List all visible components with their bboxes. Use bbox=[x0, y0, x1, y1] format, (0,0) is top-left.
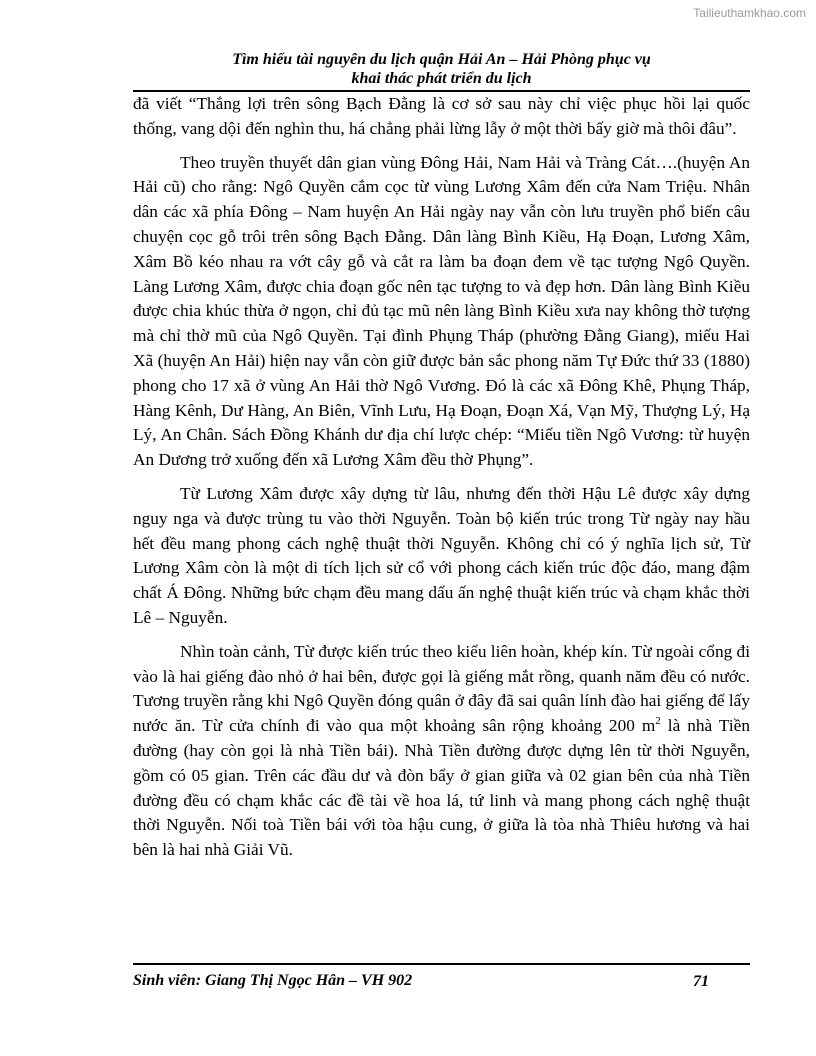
paragraph-2: Theo truyền thuyết dân gian vùng Đông Hải, Nam Hải và Tràng Cát….(huyện An Hải cũ) cho rằng: Ngô Quyền cắm cọc từ vùng Lương Xâm đến cửa Nam Triệu. Nhân dân các xã phía Đông – Nam huyện An Hải ngày nay vẫn còn lưu truyền phổ biến câu chuyện cọc gỗ trôi trên sông Bạch Đằng. Dân làng Bình Kiều, Hạ Đoạn, Lương Xâm, Xâm Bồ kéo nhau ra vớt cây gỗ và cắt ra làm ba đoạn đem về tạc tượng Ngô Quyền. Làng Lương Xâm, được chia đoạn gốc nên tạc tượng to và đẹp hơn. Dân làng Bình Kiều được chia khúc thừa ở ngọn, chỉ đủ tạc mũ nên làng Bình Kiều xưa nay không thờ tượng mà chỉ thờ mũ của Ngô Quyền. Tại đình Phụng Tháp (phường Đằng Giang), miếu Hai Xã (huyện An Hải) hiện nay vẫn còn giữ được bản sắc phong năm Tự Đức thứ 33 (1880) phong cho 17 xã ở vùng An Hải thờ Ngô Vương. Đó là các xã Đông Khê, Phụng Tháp, Hàng Kênh, Dư Hàng, An Biên, Vĩnh Lưu, Hạ Đoạn, Đoạn Xá, Vạn Mỹ, Thượng Lý, Hạ Lý, An Chân. Sách Đồng Khánh dư địa chí lược chép: “Miếu tiền Ngô Vương: từ huyện An Dương trở xuống đến xã Lương Xâm đều thờ Phụng”. bbox=[133, 152, 750, 470]
document-body bbox=[133, 92, 750, 872]
footer-divider bbox=[133, 963, 750, 965]
watermark-text: Tailieuthamkhao.com bbox=[693, 6, 806, 20]
paragraph-4-text-before: Nhìn toàn cảnh, Từ được kiến trúc theo kiểu liên hoàn, khép kín. Từ ngoài cổng đi vào là hai giếng đào nhỏ ở hai bên, được gọi là giếng mắt rồng, quanh năm đều có nước. Tương truyền rằng khi Ngô Quyền đóng quân ở đây đã sai quân lính đào hai giếng để lấy nước ăn. Từ cửa chính đi vào qua một khoảng sân rộng khoảng 200 m bbox=[133, 641, 750, 736]
header-title-line-2: khai thác phát triển du lịch bbox=[351, 70, 532, 87]
paragraph-4-text-after: là nhà Tiền đường (hay còn gọi là nhà Tiền bái). Nhà Tiền đường được dựng lên từ thời Nguyễn, gồm có 05 gian. Trên các đầu dư và đòn bẩy ở gian giữa và 02 gian bên của nhà Tiền đường đều có chạm khắc các đề tài về hoa lá, tứ linh và mang phong cách nghệ thuật thời Nguyễn. Nối toà Tiền bái với tòa hậu cung, ở giữa là tòa nhà Thiêu hương và hai bên là hai nhà Giải Vũ. bbox=[133, 716, 750, 860]
superscript-2: 2 bbox=[655, 715, 661, 728]
paragraph-3: Từ Lương Xâm được xây dựng từ lâu, nhưng đến thời Hậu Lê được xây dựng nguy nga và được trùng tu vào thời Nguyễn. Toàn bộ kiến trúc trong Từ ngày nay hầu hết đều mang phong cách nghệ thuật thời Nguyễn. Không chỉ có ý nghĩa lịch sử, Từ Lương Xâm còn là một di tích lịch sử cổ với phong cách kiến trúc độc đáo, mang đậm chất Á Đông. Những bức chạm đều mang dấu ấn nghệ thuật kiến trúc và chạm khắc thời Lê – Nguyễn. bbox=[133, 483, 750, 627]
page-number: 71 bbox=[693, 973, 709, 990]
paragraph-4 bbox=[133, 640, 750, 863]
footer-author: Sinh viên: Giang Thị Ngọc Hân – VH 902 bbox=[133, 972, 413, 989]
paragraph-1: đã viết “Thắng lợi trên sông Bạch Đằng là cơ sở sau này chỉ việc phục hồi lại quốc thống, vang dội đến nghìn thu, há chẳng phải lừng lẫy ở một thời bấy giờ mà thôi đâu”. bbox=[133, 94, 750, 138]
header-title-line-1: Tìm hiểu tài nguyên du lịch quận Hải An – Hải Phòng phục vụ bbox=[232, 51, 651, 68]
page-header bbox=[133, 50, 750, 88]
